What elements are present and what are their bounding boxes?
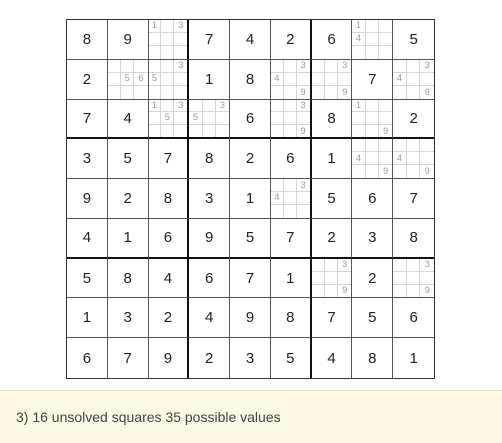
candidate-value [161,60,174,73]
sudoku-cell-solved[interactable]: 1 [67,298,108,338]
candidate-value [393,272,407,285]
candidate-value [203,125,216,138]
candidate-value: 3 [174,60,187,73]
candidate-value [420,152,434,165]
candidate-value [271,86,284,99]
candidate-value [271,100,284,113]
sudoku-cell-solved[interactable]: 4 [230,20,271,60]
sudoku-cell-solved[interactable]: 8 [149,179,190,219]
candidate-value [352,112,365,125]
candidate-value [203,112,216,125]
candidate-value [312,86,325,99]
candidate-value [284,86,297,99]
candidate-value [149,33,162,46]
candidate-value [325,285,338,298]
candidate-value [271,125,284,138]
candidate-grid [271,100,310,138]
candidate-value [161,100,174,113]
candidate-value: 3 [420,259,434,272]
candidate-value [297,73,310,86]
sudoku-cell-unsolved[interactable] [189,100,230,140]
candidate-value [393,259,407,272]
candidate-value [366,152,379,165]
candidate-value [174,86,187,99]
sudoku-cell-unsolved[interactable] [352,20,393,60]
sudoku-cell-solved[interactable]: 2 [352,259,393,299]
sudoku-cell-unsolved[interactable] [393,259,434,299]
candidate-value [284,125,297,138]
sudoku-cell-solved[interactable]: 5 [230,219,271,259]
candidate-value [134,86,147,99]
candidate-value: 4 [352,152,365,165]
candidate-grid [149,60,188,99]
candidate-value [366,100,379,113]
candidate-value [325,60,338,73]
sudoku-cell-unsolved[interactable] [271,179,312,219]
candidate-value [297,112,310,125]
candidate-value: 9 [300,86,306,97]
sudoku-cell-unsolved[interactable] [393,60,434,100]
candidate-grid [189,100,229,138]
candidate-value [284,60,297,73]
candidate-value [134,60,147,73]
candidate-value [121,60,134,73]
sudoku-cell-solved[interactable]: 9 [230,298,271,338]
candidate-value [108,60,121,73]
candidate-grid [149,20,188,59]
candidate-value [284,100,297,113]
candidate-value [189,125,202,138]
sudoku-cell-solved[interactable]: 2 [108,179,149,219]
sudoku-cell-unsolved[interactable] [108,60,149,100]
candidate-value [271,60,284,73]
candidate-value [216,112,229,125]
sudoku-cell-solved[interactable]: 7 [230,259,271,299]
candidate-value: 9 [342,285,348,296]
candidate-value [407,285,421,298]
sudoku-cell-solved[interactable]: 9 [108,20,149,60]
sudoku-cell-solved[interactable]: 2 [67,60,108,100]
candidate-value [366,33,379,46]
sudoku-cell-solved[interactable]: 5 [271,338,312,378]
candidate-value [161,73,174,86]
candidate-grid [108,60,148,99]
candidate-value: 9 [424,285,430,296]
sudoku-cell-solved[interactable]: 8 [271,298,312,338]
candidate-value [174,46,187,59]
candidate-value: 1 [149,20,162,33]
sudoku-cell-unsolved[interactable] [312,60,353,100]
candidate-value: 9 [383,125,389,136]
candidate-value [393,165,407,178]
sudoku-cell-solved[interactable]: 9 [189,219,230,259]
candidate-value: 4 [352,33,365,46]
candidate-grid [393,139,434,178]
candidate-value [393,285,407,298]
candidate-value [379,20,392,33]
sudoku-cell-solved[interactable]: 1 [271,259,312,299]
sudoku-cell-solved[interactable]: 3 [352,219,393,259]
candidate-value [407,73,421,86]
candidate-value [407,165,421,178]
candidate-value [297,205,310,218]
candidate-value [338,73,351,86]
candidate-value [121,86,134,99]
sudoku-cell-solved[interactable]: 9 [67,179,108,219]
candidate-value [271,112,284,125]
candidate-value [379,139,392,152]
sudoku-cell-solved[interactable]: 8 [393,219,434,259]
candidate-value [379,100,392,113]
candidate-value: 9 [424,86,430,97]
candidate-value: 3 [420,60,434,73]
candidate-value [325,259,338,272]
sudoku-cell-solved[interactable]: 8 [230,60,271,100]
sudoku-cell-solved[interactable]: 2 [230,139,271,179]
sudoku-cell-unsolved[interactable] [352,139,393,179]
candidate-value [284,205,297,218]
sudoku-cell-solved[interactable]: 2 [149,298,190,338]
candidate-value: 1 [352,20,365,33]
candidate-value [407,139,421,152]
candidate-value [203,100,216,113]
sudoku-cell-solved[interactable]: 8 [67,20,108,60]
sudoku-cell-solved[interactable]: 2 [312,219,353,259]
candidate-value [149,86,162,99]
candidate-value [174,112,187,125]
candidate-value [149,46,162,59]
sudoku-cell-solved[interactable]: 5 [67,259,108,299]
candidate-value [379,112,392,125]
candidate-value [352,139,365,152]
candidate-grid [352,20,392,59]
candidate-value [284,179,297,192]
candidate-value [108,73,121,86]
candidate-value [189,100,202,113]
candidate-value: 4 [393,73,407,86]
sudoku-cell-solved[interactable]: 8 [189,139,230,179]
sudoku-cell-solved[interactable]: 6 [230,100,271,140]
candidate-value [108,86,121,99]
candidate-value [174,33,187,46]
candidate-value: 9 [424,166,430,177]
sudoku-cell-solved[interactable]: 6 [312,20,353,60]
candidate-value: 4 [271,73,284,86]
candidate-value [161,125,174,138]
sudoku-cell-solved[interactable]: 9 [149,338,190,378]
candidate-value [338,272,351,285]
sudoku-cell-unsolved[interactable] [149,60,190,100]
sudoku-cell-unsolved[interactable] [149,100,190,140]
sudoku-cell-unsolved[interactable] [149,20,190,60]
candidate-value [366,125,379,138]
candidate-value [161,20,174,33]
sudoku-cell-solved[interactable]: 7 [149,139,190,179]
candidate-value: 3 [338,60,351,73]
candidate-value [149,60,162,73]
sudoku-cell-solved[interactable]: 1 [189,60,230,100]
sudoku-cell-solved[interactable]: 6 [271,139,312,179]
candidate-value: 5 [149,73,162,86]
candidate-value: 4 [271,192,284,205]
candidate-value: 3 [216,100,229,113]
sudoku-cell-solved[interactable]: 5 [108,139,149,179]
sudoku-cell-unsolved[interactable] [312,259,353,299]
sudoku-cell-unsolved[interactable] [352,100,393,140]
candidate-value [393,60,407,73]
candidate-grid [312,259,352,298]
sudoku-cell-solved[interactable]: 5 [393,20,434,60]
sudoku-cell-solved[interactable]: 4 [189,298,230,338]
candidate-value [407,86,421,99]
candidate-value [366,165,379,178]
status-text: 3) 16 unsolved squares 35 possible values [16,409,281,425]
candidate-grid [352,139,392,178]
sudoku-cell-solved[interactable]: 7 [312,298,353,338]
candidate-value [297,192,310,205]
sudoku-cell-solved[interactable]: 7 [271,219,312,259]
sudoku-cell-solved[interactable]: 1 [312,139,353,179]
candidate-grid [393,60,434,99]
sudoku-cell-solved[interactable]: 6 [393,298,434,338]
candidate-grid [352,100,392,138]
candidate-value [393,86,407,99]
candidate-grid [271,179,310,218]
sudoku-cell-solved[interactable]: 2 [189,338,230,378]
candidate-value [161,46,174,59]
candidate-value: 5 [121,73,134,86]
candidate-value [366,112,379,125]
sudoku-cell-unsolved[interactable] [271,60,312,100]
candidate-value: 3 [174,20,187,33]
sudoku-cell-solved[interactable]: 6 [352,179,393,219]
candidate-value [379,33,392,46]
sudoku-cell-solved[interactable]: 6 [189,259,230,299]
status-bar [0,390,502,443]
candidate-value [352,46,365,59]
sudoku-cell-solved[interactable]: 3 [108,298,149,338]
sudoku-cell-solved[interactable]: 8 [352,338,393,378]
candidate-value [420,272,434,285]
sudoku-cell-solved[interactable]: 7 [108,338,149,378]
candidate-value [312,285,325,298]
candidate-grid [271,60,310,99]
candidate-value: 3 [297,100,310,113]
sudoku-cell-solved[interactable]: 3 [67,139,108,179]
candidate-value [407,259,421,272]
candidate-value [312,259,325,272]
candidate-value [325,272,338,285]
sudoku-cell-solved[interactable]: 6 [67,338,108,378]
sudoku-cell-unsolved[interactable] [393,139,434,179]
sudoku-cell-solved[interactable]: 7 [352,60,393,100]
candidate-value: 3 [297,179,310,192]
sudoku-cell-solved[interactable]: 2 [271,20,312,60]
candidate-value [271,205,284,218]
sudoku-cell-solved[interactable]: 4 [108,100,149,140]
candidate-value [174,73,187,86]
candidate-value [312,73,325,86]
sudoku-cell-solved[interactable]: 7 [67,100,108,140]
sudoku-cell-solved[interactable]: 1 [230,179,271,219]
candidate-value [379,46,392,59]
sudoku-cell-unsolved[interactable] [271,100,312,140]
candidate-value [325,73,338,86]
candidate-value: 3 [338,259,351,272]
candidate-value [352,125,365,138]
candidate-value: 3 [174,100,187,113]
candidate-value [366,46,379,59]
candidate-value [393,139,407,152]
candidate-value [407,272,421,285]
candidate-value: 1 [149,100,162,113]
candidate-value [407,60,421,73]
candidate-value: 4 [393,152,407,165]
candidate-value [312,60,325,73]
candidate-value: 3 [297,60,310,73]
candidate-value: 6 [134,73,147,86]
candidate-value [161,86,174,99]
sudoku-cell-solved[interactable]: 8 [108,259,149,299]
candidate-value [420,73,434,86]
candidate-grid [393,259,434,298]
sudoku-cell-solved[interactable]: 1 [409,349,418,367]
sudoku-cell-solved[interactable]: 3 [230,338,271,378]
candidate-value [149,112,162,125]
candidate-value [312,272,325,285]
candidate-value: 1 [352,100,365,113]
sudoku-cell-solved[interactable]: 8 [312,100,353,140]
sudoku-cell-solved[interactable]: 3 [189,179,230,219]
candidate-value [325,86,338,99]
candidate-value [284,73,297,86]
candidate-value: 9 [383,166,389,177]
sudoku-cell-solved[interactable]: 6 [149,219,190,259]
candidate-value: 5 [189,112,202,125]
candidate-value [420,139,434,152]
sudoku-cell-solved[interactable]: 2 [393,100,434,140]
candidate-value [379,152,392,165]
sudoku-cell-solved[interactable]: 4 [67,219,108,259]
candidate-value [407,152,421,165]
candidate-value [352,165,365,178]
candidate-value [271,179,284,192]
candidate-value [366,20,379,33]
candidate-value [149,125,162,138]
candidate-grid [149,100,188,138]
candidate-value: 9 [342,86,348,97]
candidate-value [161,33,174,46]
sudoku-cell-solved[interactable]: 7 [189,20,230,60]
sudoku-cell-solved[interactable]: 7 [393,179,434,219]
sudoku-cell-solved[interactable]: 1 [108,219,149,259]
sudoku-cell-solved[interactable]: 5 [312,179,353,219]
candidate-value: 5 [161,112,174,125]
candidate-grid [312,60,352,99]
candidate-value [216,125,229,138]
sudoku-cell-solved[interactable]: 4 [312,338,353,378]
sudoku-cell-solved[interactable]: 5 [352,298,393,338]
candidate-value [284,192,297,205]
sudoku-cell-solved[interactable]: 4 [149,259,190,299]
candidate-value: 9 [300,125,306,136]
candidate-value [284,112,297,125]
sudoku-board [66,19,435,379]
candidate-value [366,139,379,152]
candidate-value [174,125,187,138]
